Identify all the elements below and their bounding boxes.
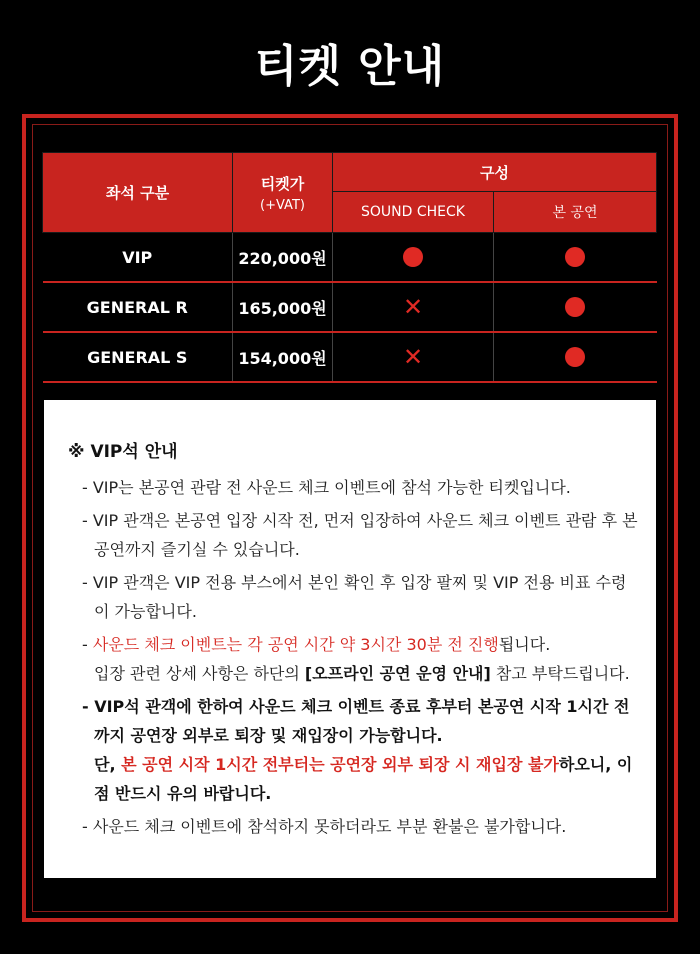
notice-item-suffix: 됩니다. — [498, 635, 551, 654]
header-price-label: 티켓가 — [260, 174, 305, 193]
header-composition: 구성 — [333, 153, 657, 192]
notice-item: - 사운드 체크 이벤트에 참석하지 못하더라도 부분 환불은 불가합니다. — [82, 817, 567, 836]
included-dot-icon — [565, 247, 585, 267]
notice-item-important — [68, 692, 638, 808]
row-seat: GENERAL S — [43, 332, 233, 382]
notice-item — [68, 630, 638, 688]
main-show-cell — [494, 332, 657, 382]
included-dot-icon — [403, 247, 423, 267]
sound-check-cell — [333, 233, 494, 283]
header-seat: 좌석 구분 — [43, 153, 233, 233]
header-sound-check: SOUND CHECK — [333, 192, 494, 233]
notice-title: ※ VIP석 안내 — [68, 442, 178, 462]
notice-highlight: 본 공연 시작 1시간 전부터는 공연장 외부 퇴장 시 재입장 불가 — [121, 755, 559, 774]
notice-important-suffix: 하오니, 이 점 반드시 유의 바랍니다. — [94, 755, 633, 803]
ticket-table — [42, 152, 657, 383]
table-row — [43, 282, 657, 332]
row-seat: VIP — [43, 233, 233, 283]
notice-item-line2: 입장 관련 상세 사항은 하단의 — [94, 664, 305, 683]
notice-important-text: - VIP석 관객에 한하여 사운드 체크 이벤트 종료 후부터 본공연 시작 1시간 전까지 공연장 외부로 퇴장 및 재입장이 가능합니다. — [82, 697, 630, 745]
notice-link-text: [오프라인 공연 운영 안내] — [304, 664, 491, 683]
sound-check-cell — [333, 332, 494, 382]
included-dot-icon — [565, 297, 585, 317]
header-price-vat: (+VAT) — [260, 197, 305, 213]
not-included-cross-icon: ✕ — [402, 293, 424, 322]
row-price: 154,000원 — [233, 332, 333, 382]
main-show-cell — [494, 282, 657, 332]
notice-item: - VIP는 본공연 관람 전 사운드 체크 이벤트에 참석 가능한 티켓입니다. — [82, 478, 571, 497]
row-price: 220,000원 — [233, 233, 333, 283]
not-included-cross-icon: ✕ — [402, 343, 424, 372]
main-show-cell — [494, 233, 657, 283]
notice-important-prefix: 단, — [94, 755, 122, 774]
notice-item: - VIP 관객은 본공연 입장 시작 전, 먼저 입장하여 사운드 체크 이벤트 관람 후 본공연까지 즐기실 수 있습니다. — [82, 511, 638, 559]
header-main-show: 본 공연 — [494, 192, 657, 233]
sound-check-cell — [333, 282, 494, 332]
row-seat: GENERAL R — [43, 282, 233, 332]
header-price — [233, 153, 333, 233]
vip-notice-box — [44, 400, 656, 878]
notice-item-line2-end: 참고 부탁드립니다. — [490, 664, 630, 683]
notice-item-prefix: - — [82, 635, 93, 654]
table-row — [43, 332, 657, 382]
included-dot-icon — [565, 347, 585, 367]
notice-highlight: 사운드 체크 이벤트는 각 공연 시간 약 3시간 30분 전 진행 — [92, 635, 499, 654]
page-title: 티켓 안내 — [254, 41, 446, 92]
row-price: 165,000원 — [233, 282, 333, 332]
notice-item: - VIP 관객은 VIP 전용 부스에서 본인 확인 후 입장 팔찌 및 VIP 전용 비표 수령이 가능합니다. — [82, 573, 627, 621]
table-row — [43, 233, 657, 283]
